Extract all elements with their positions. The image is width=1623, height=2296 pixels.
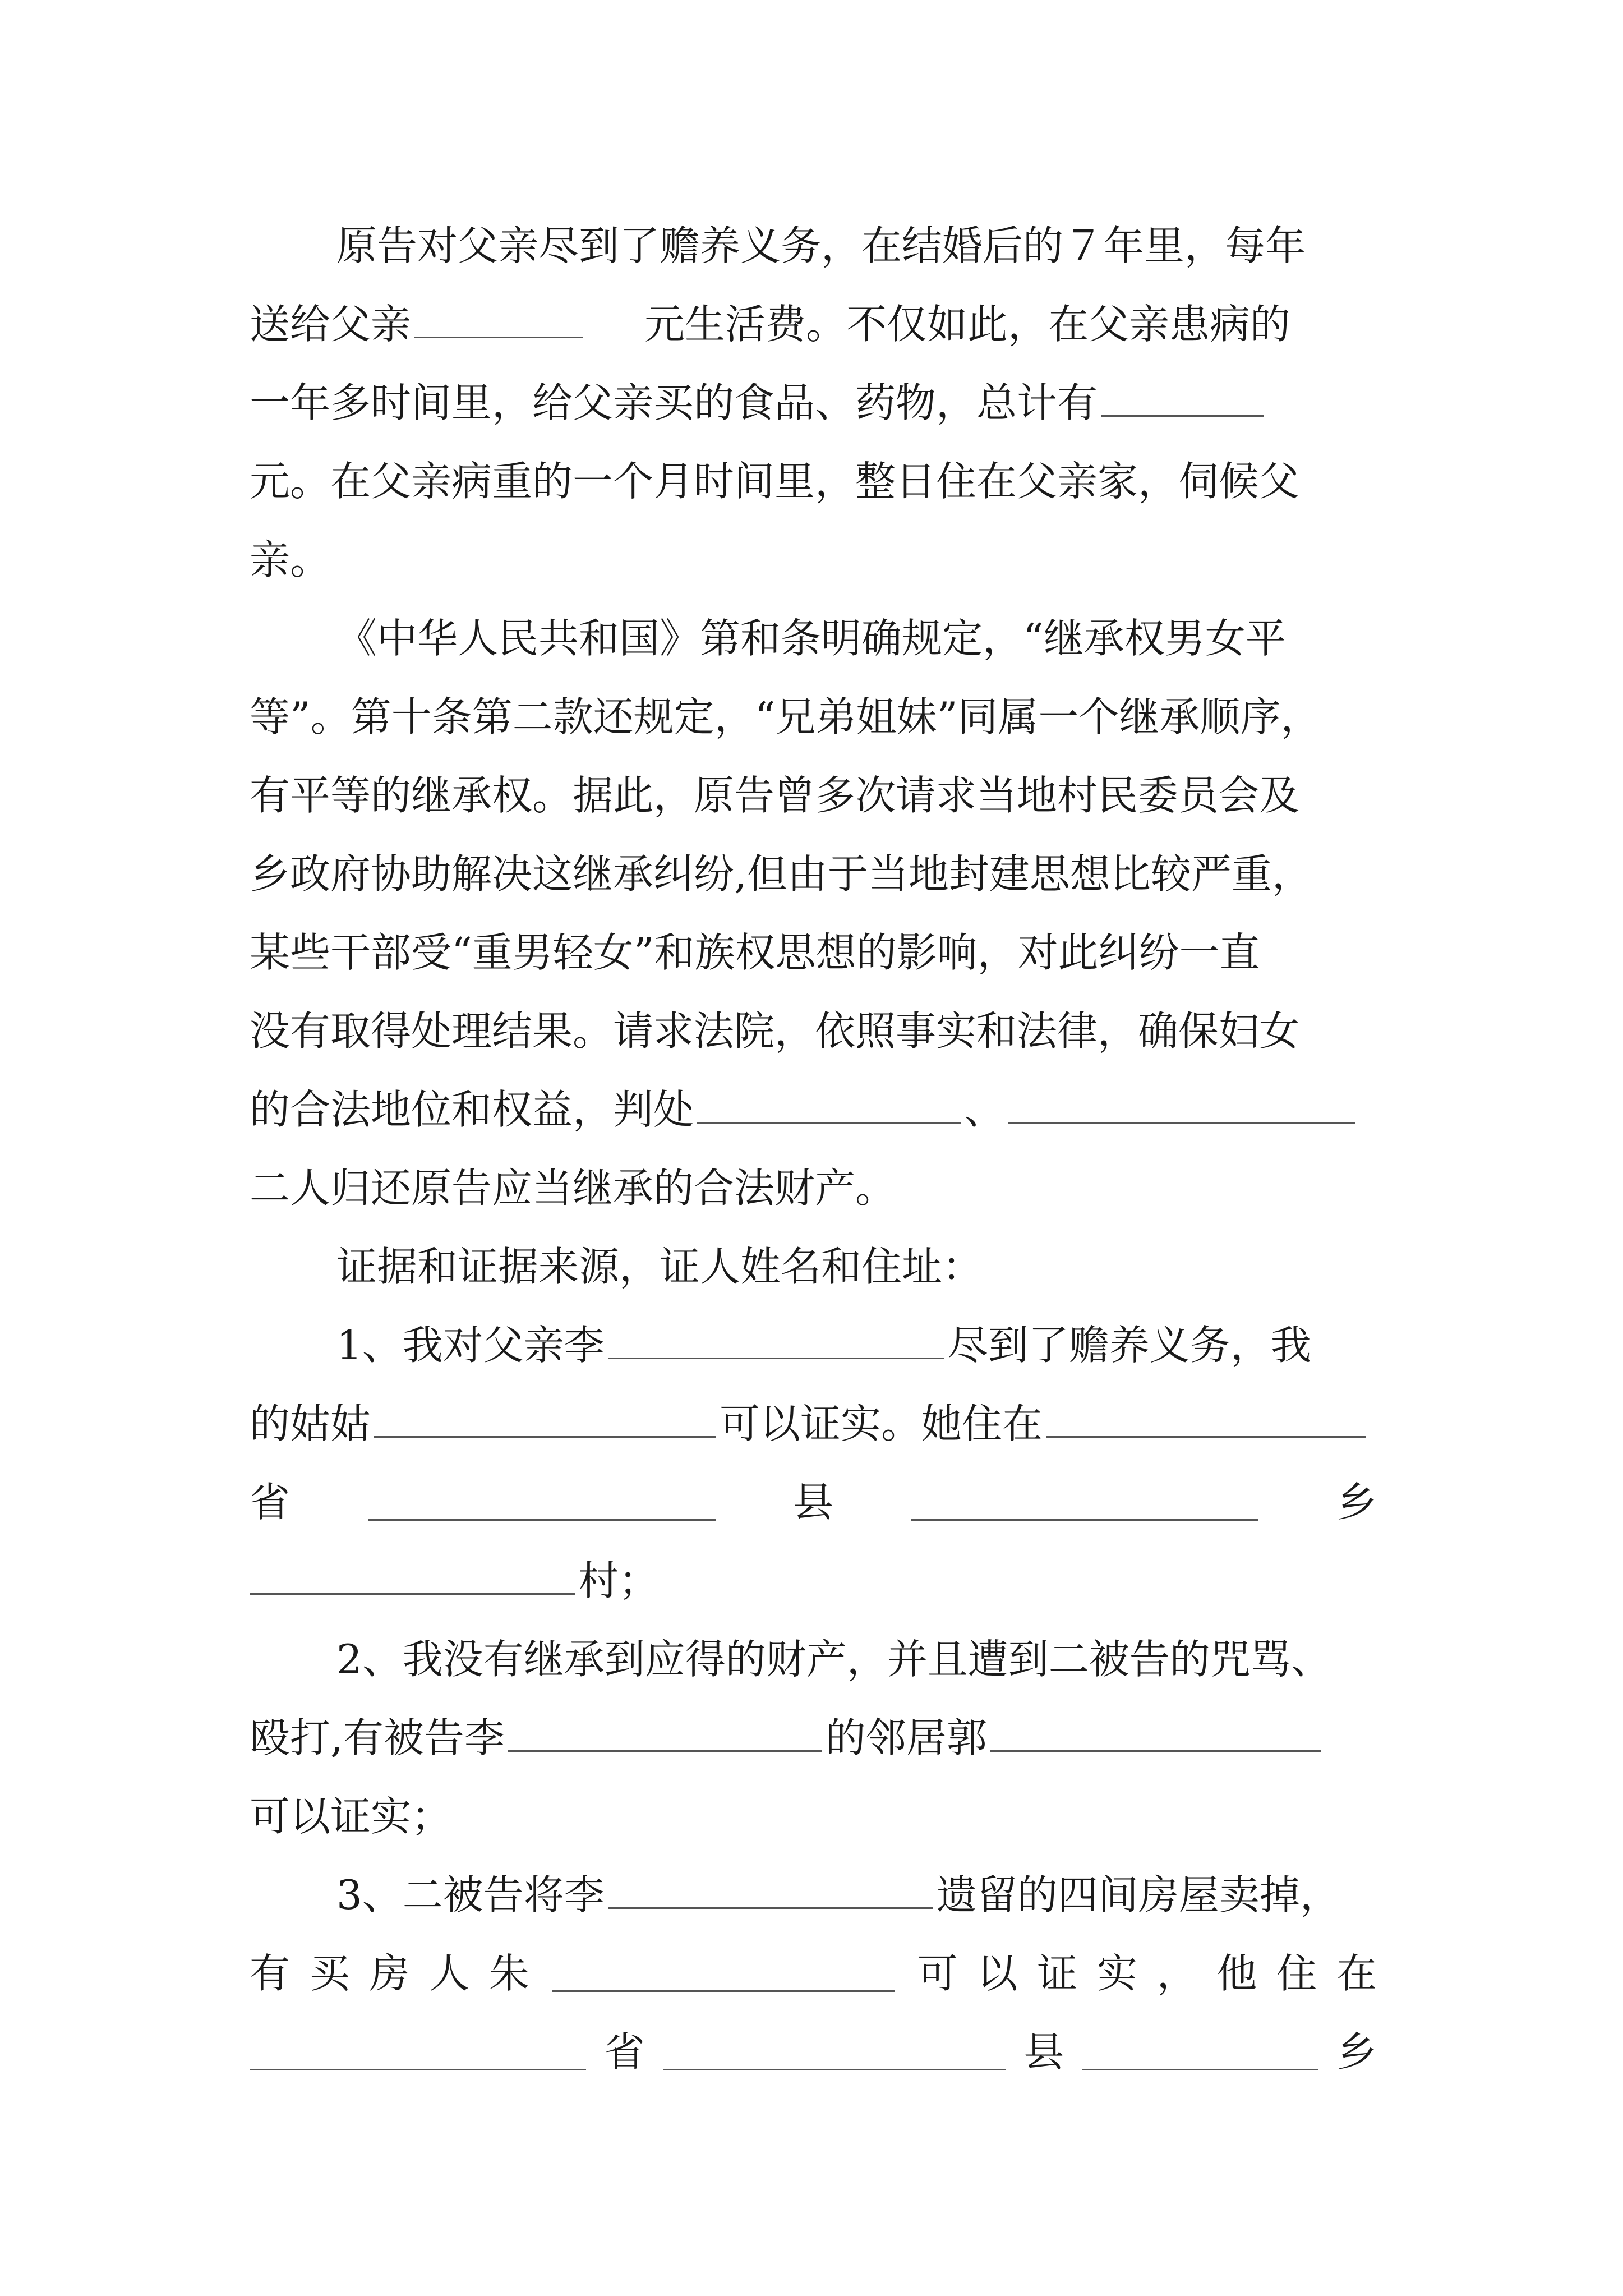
paragraph-2-line-1	[250, 605, 1464, 672]
text: 乡政府协助解决这继承纠纷,但由于当地封建思想比较严重，	[250, 850, 1312, 898]
paragraph-2-line-2	[250, 683, 1377, 751]
fill-blank[interactable]	[608, 1323, 944, 1359]
text: 县	[1023, 2028, 1064, 2076]
paragraph-1-line-3	[250, 369, 1377, 436]
fill-blank[interactable]	[911, 1484, 1258, 1521]
text: 遗留的四间房屋卖掉，	[936, 1871, 1340, 1918]
fill-blank[interactable]	[1101, 380, 1264, 417]
paragraph-1-line-5	[250, 526, 1377, 593]
fill-blank[interactable]	[250, 2034, 586, 2070]
paragraph-4-line-1	[250, 1312, 1464, 1379]
paragraph-6-line-1	[250, 1861, 1464, 1929]
paragraph-5-line-3	[250, 1783, 1377, 1850]
paragraph-4-line-4	[250, 1547, 1377, 1614]
text: 有平等的继承权。据此，原告曾多次请求当地村民委员会及	[250, 772, 1300, 819]
text: 以	[977, 1950, 1018, 1997]
text: 1、我对父亲李	[336, 1322, 605, 1369]
fill-blank[interactable]	[1046, 1401, 1366, 1438]
text: 的合法地位和权益，判处	[250, 1086, 694, 1133]
paragraph-6-line-3	[250, 2018, 1377, 2086]
text: 一年多时间里，给父亲买的食品、药物，总计有	[250, 379, 1098, 426]
fill-blank[interactable]	[1008, 1087, 1355, 1124]
text: 《中华人民共和国》第和条明确规定，“继承权男女平	[336, 615, 1286, 662]
paragraph-2-line-8	[250, 1154, 1377, 1222]
text: 住	[1276, 1950, 1317, 1997]
text: 他	[1216, 1950, 1257, 1997]
text: 乡	[1336, 1479, 1377, 1526]
paragraph-4-line-2	[250, 1390, 1377, 1457]
text: 二人归还原告应当继承的合法财产。	[250, 1165, 896, 1212]
fill-blank[interactable]	[1082, 2034, 1318, 2070]
text: 朱	[489, 1950, 530, 1997]
paragraph-2-line-5	[250, 919, 1377, 986]
paragraph-1-line-2	[250, 291, 1377, 358]
text: 房	[369, 1950, 410, 1997]
text: 省	[250, 1479, 291, 1526]
text: ，	[1156, 1950, 1197, 1997]
paragraph-6-line-2	[250, 1940, 1377, 2007]
text: 尽到了赡养义务，我	[947, 1322, 1311, 1369]
fill-blank[interactable]	[250, 1558, 575, 1595]
paragraph-1-line-1	[250, 212, 1464, 279]
text: 亲。	[250, 536, 331, 583]
text: 县	[792, 1479, 833, 1526]
text: 可以证实；	[250, 1793, 452, 1840]
fill-blank[interactable]	[368, 1484, 716, 1521]
text: 没有取得处理结果。请求法院，依照事实和法律，确保妇女	[250, 1007, 1300, 1055]
paragraph-4-line-3	[250, 1469, 1377, 1536]
text: 有	[250, 1950, 291, 1997]
text: 等”。第十条第二款还规定，“兄弟姐妹”同属一个继承顺序，	[250, 693, 1321, 740]
fill-blank[interactable]	[508, 1715, 822, 1752]
text: 证	[1037, 1950, 1078, 1997]
paragraph-1-line-4	[250, 448, 1377, 515]
paragraph-5-line-2	[250, 1704, 1377, 1772]
text: 、	[964, 1086, 1005, 1133]
text: 的邻居郭	[825, 1714, 987, 1761]
paragraph-2-line-4	[250, 840, 1377, 908]
text: 人	[429, 1950, 470, 1997]
text: 某些干部受“重男轻女”和族权思想的影响，对此纠纷一直	[250, 929, 1260, 976]
paragraph-3-line-1	[250, 1233, 1464, 1300]
text: 乡	[1336, 2028, 1377, 2076]
text: 殴打,有被告李	[250, 1714, 505, 1761]
text: 在	[1336, 1950, 1377, 1997]
paragraph-5-line-1	[250, 1626, 1464, 1693]
text: 2、我没有继承到应得的财产，并且遭到二被告的咒骂、	[336, 1636, 1331, 1683]
fill-blank[interactable]	[697, 1087, 961, 1124]
text: 可	[917, 1950, 958, 1997]
fill-blank[interactable]	[663, 2034, 1006, 2070]
paragraph-2-line-6	[250, 997, 1377, 1065]
fill-blank[interactable]	[552, 1955, 895, 1992]
text: 证据和证据来源，证人姓名和住址：	[336, 1243, 983, 1290]
fill-blank[interactable]	[990, 1715, 1321, 1752]
fill-blank[interactable]	[608, 1872, 933, 1909]
text: 可以证实。她住在	[720, 1400, 1043, 1447]
paragraph-2-line-3	[250, 762, 1377, 829]
text: 元。在父亲病重的一个月时间里，整日住在父亲家，伺候父	[250, 458, 1300, 505]
text: 买	[309, 1950, 350, 1997]
text: 的姑姑	[250, 1400, 371, 1447]
fill-blank[interactable]	[414, 302, 583, 338]
text: 省	[604, 2028, 645, 2076]
fill-blank[interactable]	[374, 1401, 716, 1438]
text: 实	[1096, 1950, 1137, 1997]
paragraph-2-line-7	[250, 1076, 1377, 1143]
text: 原告对父亲尽到了赡养义务，在结婚后的７年里，每年	[336, 222, 1306, 269]
text: 3、二被告将李	[336, 1871, 605, 1918]
text: 送给父亲	[250, 301, 412, 348]
text: 村；	[578, 1557, 660, 1604]
text: 元生活费。不仅如此，在父亲患病的	[644, 301, 1291, 348]
